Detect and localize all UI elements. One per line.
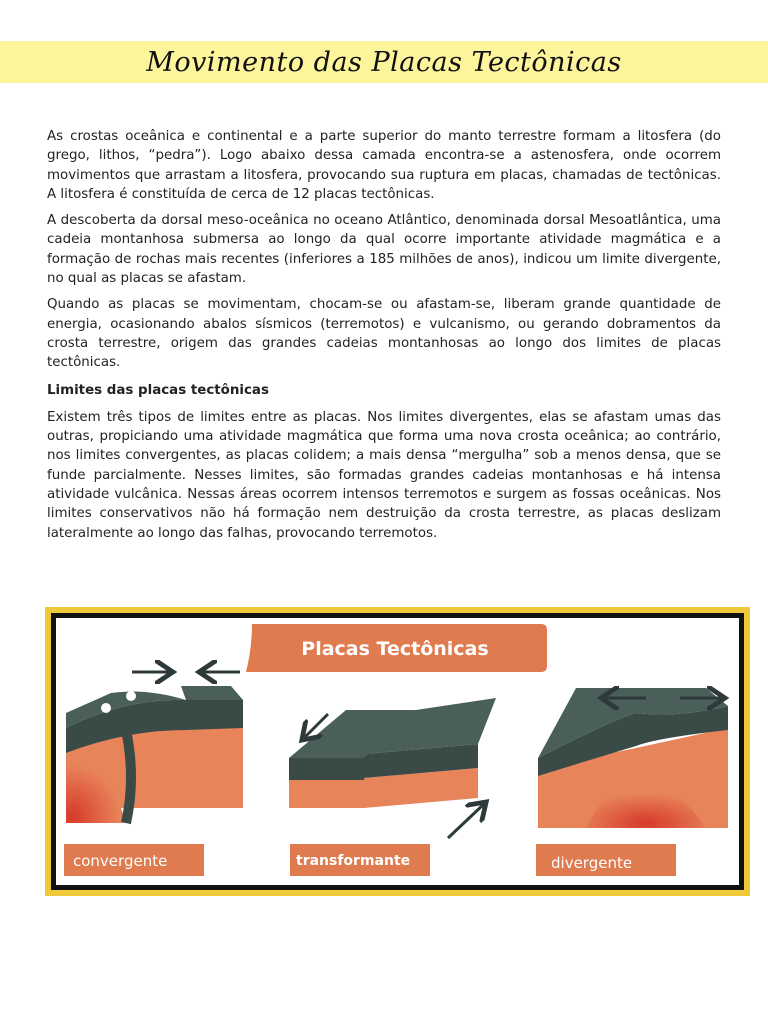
title-band	[0, 41, 768, 83]
paragraph-litosfera: As crostas oceânica e continental e a parte superior do manto terrestre formam a litosfera (do grego, lithos, “pedra”). Logo abaixo dessa camada encontra-se a astenosfera, onde ocorrem movimentos que arrastam a litosfera, provocando sua ruptura em placas, chamadas de tectônicas. A litosfera é constituída de cerca de 12 placas tectônicas.	[47, 129, 721, 202]
arrow-diagonal-up-icon	[448, 804, 484, 838]
figure-frame	[45, 607, 750, 896]
page-title: Movimento das Placas Tectônicas	[146, 46, 622, 78]
convergent-block	[66, 672, 243, 823]
label-convergente: convergente	[73, 852, 168, 870]
section-heading: Limites das placas tectônicas	[47, 382, 269, 398]
figure-title: Placas Tectônicas	[301, 638, 489, 660]
paragraph-limites: Existem três tipos de limites entre as placas. Nos limites divergentes, elas se afastam umas das outras, propiciando uma atividade magmática que forma uma nova crosta oceânica; ao contrário, nos limites convergentes, as placas colidem; a mais densa “mergulha” sob a menos densa, que se funde parcialmente. Nesses limites, são formadas grandes cadeias montanhosas e há intensa atividade vulcânica. Nessas áreas ocorrem intensos terremotos e surgem as fossas oceânicas. Nos limites conservativos não há formação nem destruição da crosta terrestre, as placas deslizam lateralmente ao longo das falhas, provocando terremotos.	[47, 409, 721, 541]
document-body	[47, 127, 721, 550]
divergent-block	[538, 688, 728, 828]
paragraph-dorsal: A descoberta da dorsal meso-oceânica no oceano Atlântico, denominada dorsal Mesoatlântica, uma cadeia montanhosa submersa ao longo da qual ocorre importante atividade magmática e a formação de rochas mais recentes (inferiores a 185 milhões de anos), indicou um limite divergente, no qual as placas se afastam.	[47, 213, 721, 287]
label-divergente: divergente	[551, 854, 633, 872]
transform-block	[289, 698, 496, 838]
label-transformante: transformante	[296, 853, 411, 869]
volcano-icon	[126, 691, 136, 701]
paragraph-movimento: Quando as placas se movimentam, chocam-se ou afastam-se, liberam grande quantidade de energia, ocasionando abalos sísmicos (terremotos) e vulcanismo, ou gerando dobramentos da crosta terrestre, origem das grandes cadeias montanhosas ao longo dos limites de placas tectônicas.	[47, 297, 721, 371]
tectonic-illustration	[56, 618, 739, 885]
tectonic-figure	[51, 613, 744, 890]
